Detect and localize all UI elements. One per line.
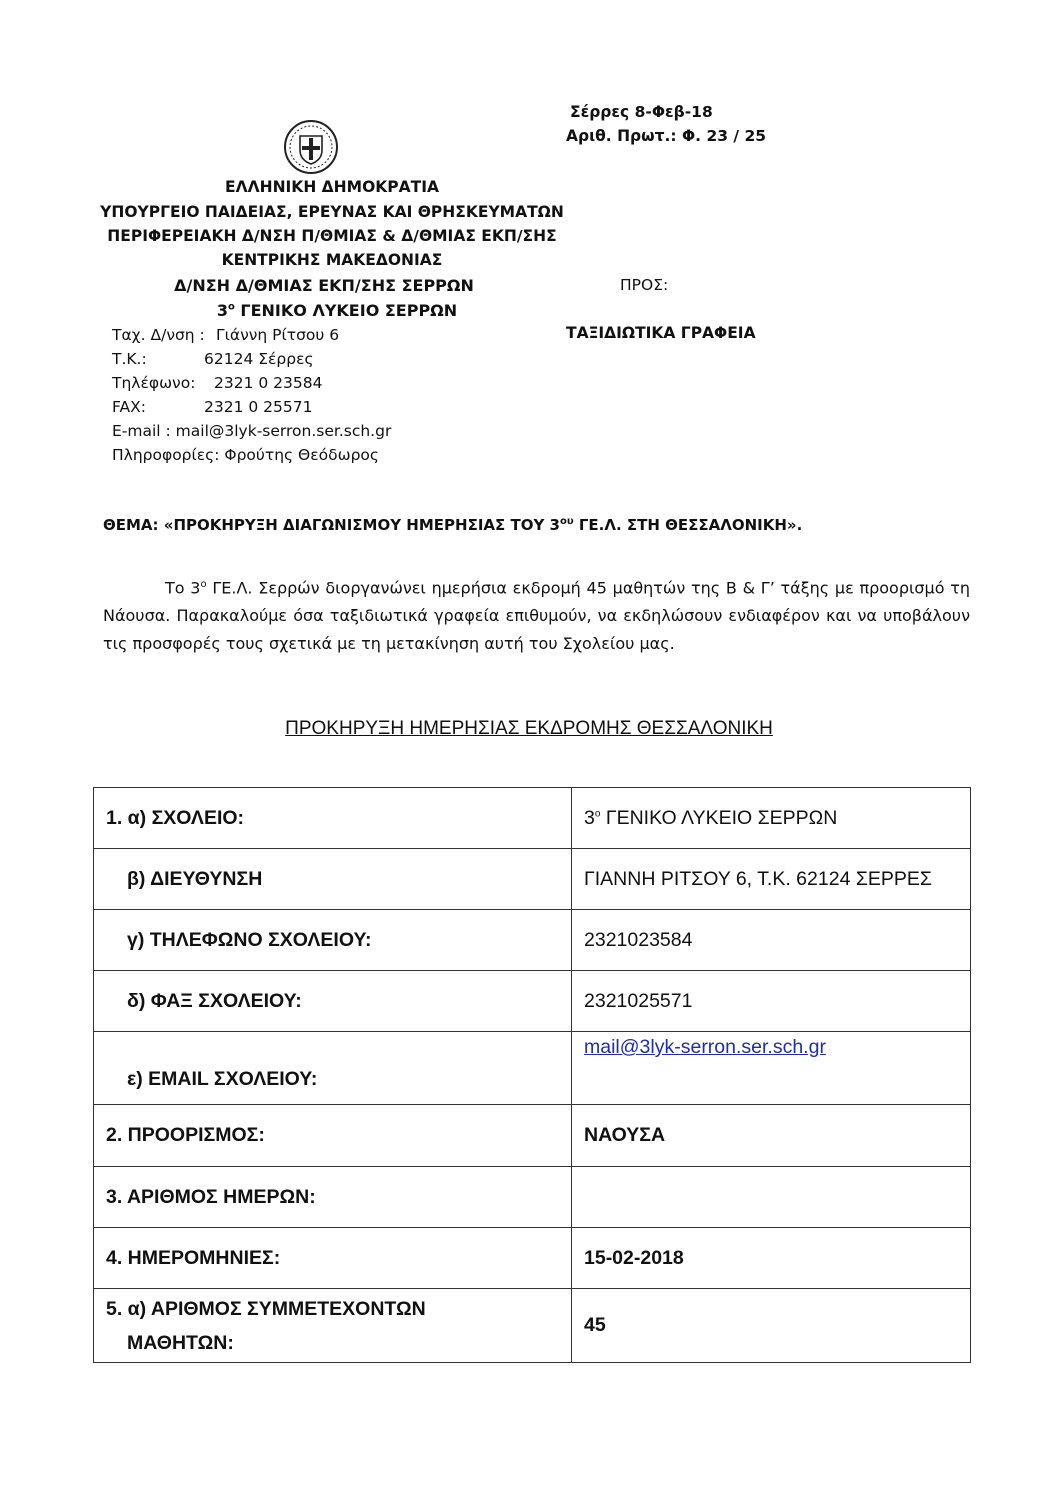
table-row [94, 1289, 971, 1363]
address-email-row: E-mail : mail@3lyk-serron.ser.sch.gr [112, 422, 392, 440]
address-phone-row: Τηλέφωνο: 2321 0 23584 [112, 374, 323, 392]
table-row [94, 1228, 971, 1289]
address-info-row: Πληροφορίες: Φρούτης Θεόδωρος [112, 446, 380, 464]
announcement-title: ΠΡΟΚΗΡΥΞΗ ΗΜΕΡΗΣΙΑΣ ΕΚΔΡΟΜΗΣ ΘΕΣΣΑΛΟΝΙΚΗ [285, 718, 773, 739]
body-paragraph: Το $3^o$ ΓΕ.Λ. Σερρών διοργανώνει ημερήσια εκδρομή 45 μαθητών της Β & Γ’ τάξης με προορισμό τη Νάουσα. Παρακαλούμε όσα ταξιδιωτικά γραφεία επιθυμούν, να εκδηλώσουν ενδιαφέρον και να υποβάλουν τις προσφορές τους σχετικά με τη μετακίνηση αυτή του Σχολείου μας. [103, 578, 971, 654]
school-value: $3^o$ ΓΕΝΙΚΟ ΛΥΚΕΙΟ ΣΕΡΡΩΝ [572, 788, 971, 849]
recipient-value: ΤΑΞΙΔΙΩΤΙΚΑ ΓΡΑΦΕΙΑ [566, 324, 756, 342]
authority-line-5: Δ/ΝΣΗ Δ/ΘΜΙΑΣ ΕΚΠ/ΣΗΣ ΣΕΡΡΩΝ [174, 276, 474, 295]
school-label: 1. α) ΣΧΟΛΕΙΟ: [94, 788, 572, 849]
table-row [94, 1105, 971, 1167]
authority-line-1: ΕΛΛΗΝΙΚΗ ΔΗΜΟΚΡΑΤΙΑ [225, 178, 439, 196]
days-value [572, 1167, 971, 1228]
dates-label: 4. ΗΜΕΡΟΜΗΝΙΕΣ: [94, 1228, 572, 1289]
fax-label: δ) ΦΑΞ ΣΧΟΛΕΙΟΥ: [94, 971, 572, 1032]
subject-line: ΘΕΜΑ: «ΠΡΟΚΗΡΥΞΗ ΔΙΑΓΩΝΙΣΜΟΥ ΗΜΕΡΗΣΙΑΣ ΤΟΥ $3^{o\upsilon}$ ΓΕ.Λ. ΣΤΗ ΘΕΣΣΑΛΟΝΙΚΗ». [103, 516, 803, 534]
students-value: 45 [572, 1289, 971, 1363]
authority-line-4: ΚΕΝΤΡΙΚΗΣ ΜΑΚΕΔΟΝΙΑΣ [221, 251, 443, 269]
destination-label: 2. ΠΡΟΟΡΙΣΜΟΣ: [94, 1105, 572, 1167]
trip-details-table [93, 787, 971, 1363]
fax-value: 2321025571 [572, 971, 971, 1032]
email-link[interactable]: mail@3lyk-serron.ser.sch.gr [584, 1036, 826, 1058]
recipient-label: ΠΡΟΣ: [620, 276, 669, 294]
address-label: β) ΔΙΕΥΘΥΝΣΗ [94, 849, 572, 910]
authority-line-2: ΥΠΟΥΡΓΕΙΟ ΠΑΙΔΕΙΑΣ, ΕΡΕΥΝΑΣ ΚΑΙ ΘΡΗΣΚΕΥΜΑΤΩΝ [100, 203, 564, 221]
phone-label: γ) ΤΗΛΕΦΩΝΟ ΣΧΟΛΕΙΟΥ: [94, 910, 572, 971]
school-name-header: $3^o$ ΓΕΝΙΚΟ ΛΥΚΕΙΟ ΣΕΡΡΩΝ [216, 301, 458, 320]
phone-value: 2321023584 [572, 910, 971, 971]
document-date: Σέρρες 8-Φεβ-18 [570, 103, 713, 121]
table-row [94, 1167, 971, 1228]
address-fax-row: FAX: 2321 0 25571 [112, 398, 313, 416]
table-row [94, 971, 971, 1032]
students-label: 5. α) ΑΡΙΘΜΟΣ ΣΥΜΜΕΤΕΧΟΝΤΩΝ ΜΑΘΗΤΩΝ: [94, 1289, 572, 1363]
dates-value: 15-02-2018 [572, 1228, 971, 1289]
address-value: ΓΙΑΝΝΗ ΡΙΤΣΟΥ 6, Τ.Κ. 62124 ΣΕΡΡΕΣ [572, 849, 971, 910]
address-zip-row: Τ.Κ.: 62124 Σέρρες [112, 350, 314, 368]
table-row [94, 910, 971, 971]
table-row [94, 849, 971, 910]
days-label: 3. ΑΡΙΘΜΟΣ ΗΜΕΡΩΝ: [94, 1167, 572, 1228]
table-row [94, 1032, 971, 1105]
email-value [572, 1032, 971, 1105]
greek-coat-of-arms-icon [282, 118, 340, 176]
address-street-row: Ταχ. Δ/νση : Γιάννη Ρίτσου 6 [112, 326, 340, 344]
table-row [94, 788, 971, 849]
email-label: ε) EMAIL ΣΧΟΛΕΙΟΥ: [94, 1032, 572, 1105]
protocol-number: Αριθ. Πρωτ.: Φ. 23 / 25 [566, 127, 767, 145]
authority-line-3: ΠΕΡΙΦΕΡΕΙΑΚΗ Δ/ΝΣΗ Π/ΘΜΙΑΣ & Δ/ΘΜΙΑΣ ΕΚΠ/ΣΗΣ [107, 227, 557, 245]
destination-value: ΝΑΟΥΣΑ [572, 1105, 971, 1167]
